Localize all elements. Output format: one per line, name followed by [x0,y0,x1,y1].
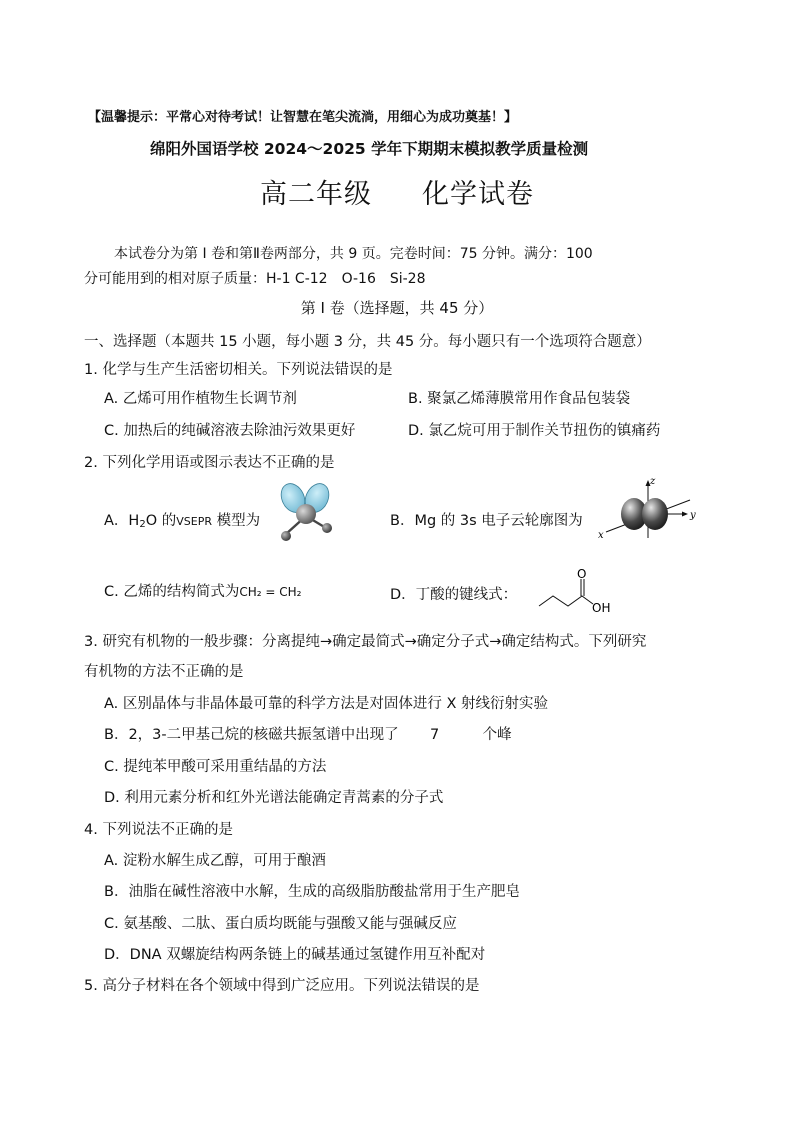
subject-label: 化学试卷 [422,179,534,210]
q2-a-prefix: A．H [104,513,140,529]
q4-option-a: A. 淀粉水解生成乙醇，可用于酿酒 [104,853,326,869]
grade-label: 高二年级 [260,179,372,210]
q3-option-c: C. 提纯苯甲酸可采用重结晶的方法 [104,759,327,775]
q3-b-number: 7 [430,727,440,743]
q5-stem: 5. 高分子材料在各个领域中得到广泛应用。下列说法错误的是 [84,978,480,994]
school-exam-line: 绵阳外国语学校 2024～2025 学年下期期末模拟教学质量检测 [150,140,589,158]
q2-a-subscript: 2 [139,519,146,530]
axis-z-label: z [650,476,656,487]
q1-option-a: A. 乙烯可用作植物生长调节剂 [104,391,297,407]
intro-line-2: 分可能用到的相对原子质量：H-1 C-12 O-16 Si-28 [84,271,426,287]
q4-option-d: D．DNA 双螺旋结构两条链上的碱基通过氢键作用互补配对 [104,947,486,963]
q2-option-b: B．Mg 的 3s 电子云轮廓图为 [390,513,583,529]
q3-b-prefix: B．2，3-二甲基己烷的核磁共振氢谱中出现了 [104,727,399,743]
q1-option-c: C. 加热后的纯碱溶液去除油污效果更好 [104,423,356,439]
q2-c-prefix: C. 乙烯的结构简式为 [104,584,240,600]
q3-option-b [104,723,512,744]
q2-option-a [104,509,260,530]
axis-y-label: y [690,510,696,521]
hydroxyl-label: OH [592,601,611,615]
butanoic-acid-skeletal-icon [536,566,620,616]
q4-option-b: B．油脂在碱性溶液中水解，生成的高级脂肪酸盐常用于生产肥皂 [104,884,520,900]
q4-stem: 4. 下列说法不正确的是 [84,822,233,838]
q1-stem: 1. 化学与生产生活密切相关。下列说法错误的是 [84,362,393,378]
q2-a-post: O 的 [145,513,177,529]
q3-stem-line-2: 有机物的方法不正确的是 [84,664,244,680]
orbital-3s-icon [598,476,702,542]
vsepr-model-icon [276,484,340,544]
q2-option-d: D．丁酸的键线式： [390,587,518,603]
section-title: 第 I 卷（选择题，共 45 分） [300,299,494,317]
exam-tip: 【温馨提示：平常心对待考试！让智慧在笔尖流淌，用细心为成功奠基！】 [88,110,518,125]
axis-x-label: x [598,530,604,541]
q2-a-tail: 模型为 [216,513,261,529]
q1-option-d: D. 氯乙烷可用于制作关节扭伤的镇痛药 [408,423,661,439]
q3-option-d: D. 利用元素分析和红外光谱法能确定青蒿素的分子式 [104,790,444,806]
intro-line-1: 本试卷分为第 I 卷和第Ⅱ卷两部分，共 9 页。完卷时间：75 分钟。满分：100 [114,246,593,262]
q3-b-post: 个峰 [482,727,512,743]
q2-stem: 2. 下列化学用语或图示表达不正确的是 [84,455,335,471]
q2-c-formula: CH₂ = CH₂ [239,585,302,599]
part-heading: 一、选择题（本题共 15 小题，每小题 3 分，共 45 分。每小题只有一个选项符合题意） [84,334,651,350]
q4-option-c: C. 氨基酸、二肽、蛋白质均既能与强酸又能与强碱反应 [104,916,457,932]
q2-option-c [104,580,301,601]
q1-option-b: B. 聚氯乙烯薄膜常用作食品包装袋 [408,391,631,407]
exam-title [0,172,794,211]
carbonyl-o-label: O [577,567,587,581]
q2-a-vsepr: VSEPR [176,515,212,528]
q3-option-a: A. 区别晶体与非晶体最可靠的科学方法是对固体进行 X 射线衍射实验 [104,696,549,712]
q3-stem-line-1: 3. 研究有机物的一般步骤：分离提纯→确定最简式→确定分子式→确定结构式。下列研究 [84,634,647,650]
